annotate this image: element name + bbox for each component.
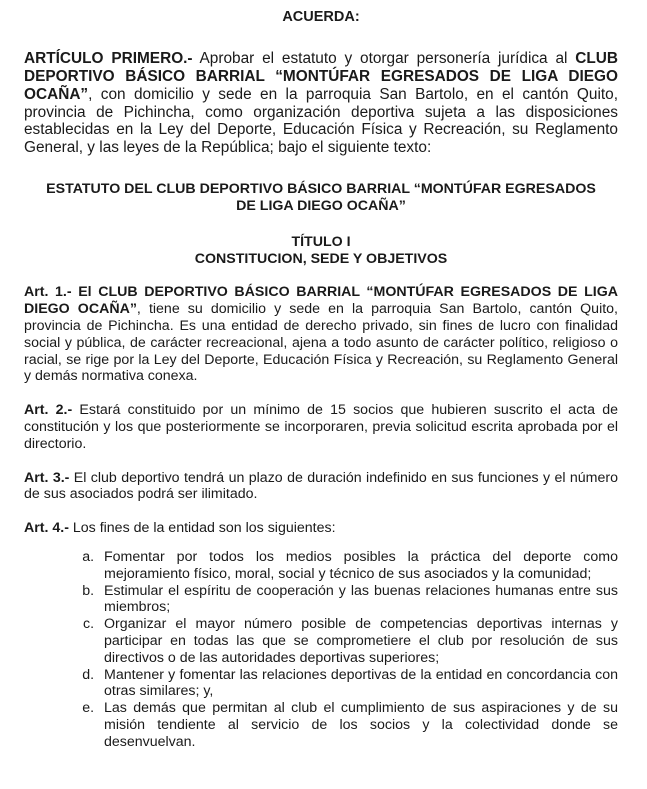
article-3-body: El club deportivo tendrá un plazo de duración indefinido en sus funciones y el número de sus asociados podrá ser ilimitado.	[24, 469, 618, 503]
article-1-head: El CLUB DEPORTIVO BÁSICO BARRIAL “MONTÚFAR EGRESADOS DE LIGA DIEGO OCAÑA”	[24, 284, 618, 318]
article-1-body: , tiene su domicilio y sede en la parroquia San Bartolo, cantón Quito, provincia de Pichincha. Es una entidad de derecho privado, sin fines de lucro con finalidad social y pública, de carácter recreacional, ajena a todo asunto de carácter político, religioso o racial, se rige por la Ley del Deporte, Educación Física y Recreación, su Reglamento General y demás normativa conexa.	[24, 301, 618, 385]
fines-list	[24, 549, 618, 751]
article-2-label: Art. 2.-	[24, 402, 73, 419]
article-1	[24, 284, 618, 385]
list-item: c. Organizar el mayor número posible de competencias deportivas internas y participar en todas las que se comprometiere el club por resolución de sus directivos o de las autoridades deportivas superiores;	[98, 616, 618, 666]
article-4	[24, 520, 618, 537]
articulo-primero-intro: Aprobar el estatuto y otorgar personería jurídica al	[192, 49, 576, 67]
statute-title	[24, 181, 618, 215]
article-4-label: Art. 4.-	[24, 520, 69, 537]
article-2-body: Estará constituido por un mínimo de 15 socios que hubieren suscrito el acta de constitución y los que posteriormente se incorporaren, previa solicitud escrita aprobada por el directorio.	[24, 402, 618, 452]
articulo-primero-label: ARTÍCULO PRIMERO.-	[24, 49, 193, 67]
acuerda-heading: ACUERDA:	[282, 9, 360, 25]
articulo-primero-paragraph	[24, 50, 618, 157]
article-4-body: Los fines de la entidad son los siguientes:	[68, 520, 336, 537]
article-3	[24, 470, 618, 504]
statute-title-line-2: DE LIGA DIEGO OCAÑA”	[236, 198, 406, 215]
titulo-heading	[24, 234, 618, 268]
titulo-number: TÍTULO I	[291, 233, 351, 250]
club-name: CLUB DEPORTIVO BÁSICO BARRIAL “MONTÚFAR EGRESADOS DE LIGA DIEGO OCAÑA”	[24, 49, 618, 103]
list-item: e. Las demás que permitan al club el cumplimiento de sus aspiraciones y de su misión tendiente al servicio de los socios y la colectividad donde se desenvuelvan.	[98, 700, 618, 750]
article-1-label: Art. 1.-	[24, 284, 72, 301]
list-item: a. Fomentar por todos los medios posibles la práctica del deporte como mejoramiento físico, moral, social y técnico de sus asociados y la comunidad;	[98, 549, 618, 583]
list-item: b. Estimular el espíritu de cooperación y las buenas relaciones humanas entre sus miembros;	[98, 583, 618, 617]
article-2	[24, 402, 618, 452]
list-item: d. Mantener y fomentar las relaciones deportivas de la entidad en concordancia con otras similares; y,	[98, 667, 618, 701]
articulo-primero-rest: , con domicilio y sede en la parroquia San Bartolo, en el cantón Quito, provincia de Pichincha, como organización deportiva sujeta a las disposiciones establecidas en la Ley del Deporte, Educación Física y Recreación, su Reglamento General, y las leyes de la República; bajo el siguiente texto:	[24, 85, 618, 157]
statute-title-line-1: ESTATUTO DEL CLUB DEPORTIVO BÁSICO BARRIAL “MONTÚFAR EGRESADOS	[46, 181, 596, 198]
article-3-label: Art. 3.-	[24, 469, 70, 486]
titulo-name: CONSTITUCION, SEDE Y OBJETIVOS	[194, 250, 448, 267]
